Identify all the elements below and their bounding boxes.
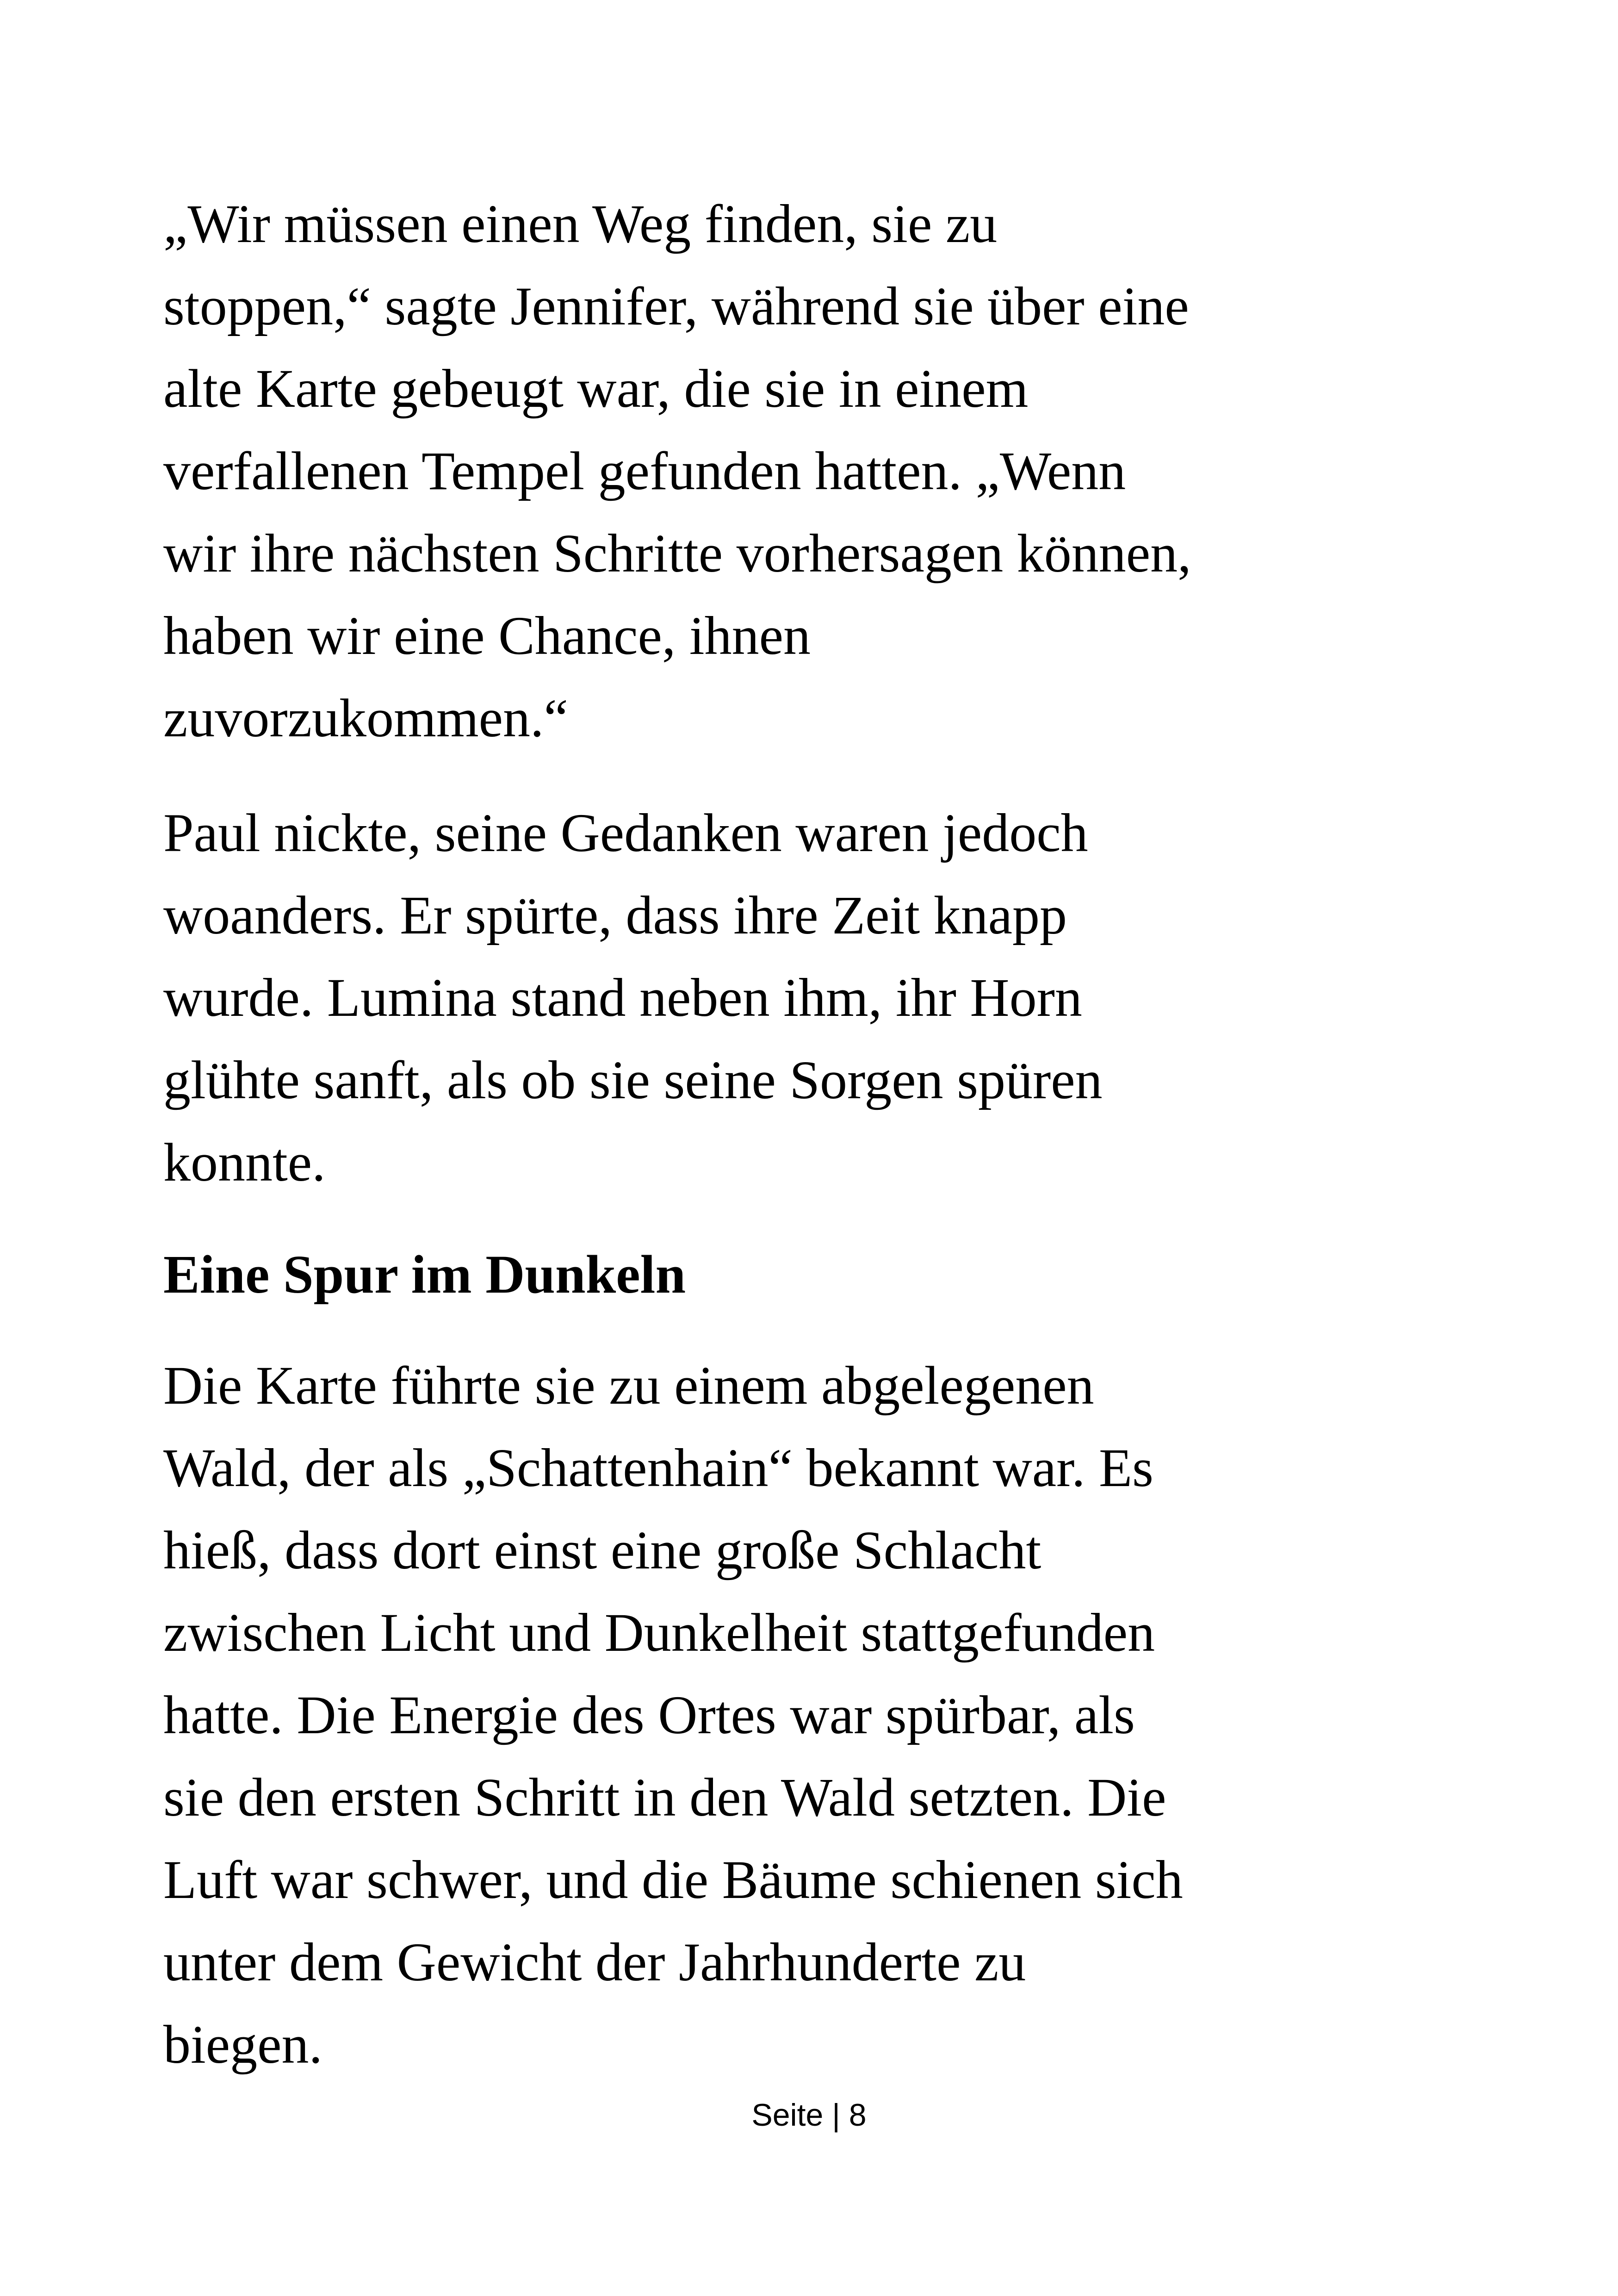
text-line: Die Karte führte sie zu einem abgelegenen [163,1355,1094,1416]
text-line: glühte sanft, als ob sie seine Sorgen spüren [163,1050,1103,1110]
paragraph-paul-lumina [163,792,1459,1204]
paragraph-schattenhain [163,1344,1459,2086]
text-line: wir ihre nächsten Schritte vorhersagen können, [163,523,1191,584]
text-line: „Wir müssen einen Weg finden, sie zu [163,193,998,254]
text-line: verfallenen Tempel gefunden hatten. „Wenn [163,441,1126,501]
page-number-footer: Seite | 8 [751,2097,867,2133]
text-line: biegen. [163,2014,323,2075]
page-content [163,183,1459,2086]
text-line: wurde. Lumina stand neben ihm, ihr Horn [163,967,1082,1028]
text-line: zwischen Licht und Dunkelheit stattgefunden [163,1602,1155,1663]
text-line: zuvorzukommen.“ [163,688,568,748]
text-line: hieß, dass dort einst eine große Schlacht [163,1520,1041,1580]
text-line: alte Karte gebeugt war, die sie in einem [163,358,1029,419]
text-line: sie den ersten Schritt in den Wald setzten. Die [163,1767,1166,1828]
text-line: Wald, der als „Schattenhain“ bekannt war. Es [163,1437,1153,1498]
text-line: hatte. Die Energie des Ortes war spürbar, als [163,1685,1135,1745]
text-line: Luft war schwer, und die Bäume schienen sich [163,1849,1183,1910]
text-line: woanders. Er spürte, dass ihre Zeit knapp [163,885,1067,946]
paragraph-jennifer-dialogue [163,183,1459,759]
section-heading: Eine Spur im Dunkeln [163,1244,686,1305]
text-line: haben wir eine Chance, ihnen [163,605,811,666]
text-line: Paul nickte, seine Gedanken waren jedoch [163,803,1088,863]
text-line: konnte. [163,1132,326,1193]
text-line: stoppen,“ sagte Jennifer, während sie über eine [163,276,1189,336]
text-line: unter dem Gewicht der Jahrhunderte zu [163,1932,1026,1992]
